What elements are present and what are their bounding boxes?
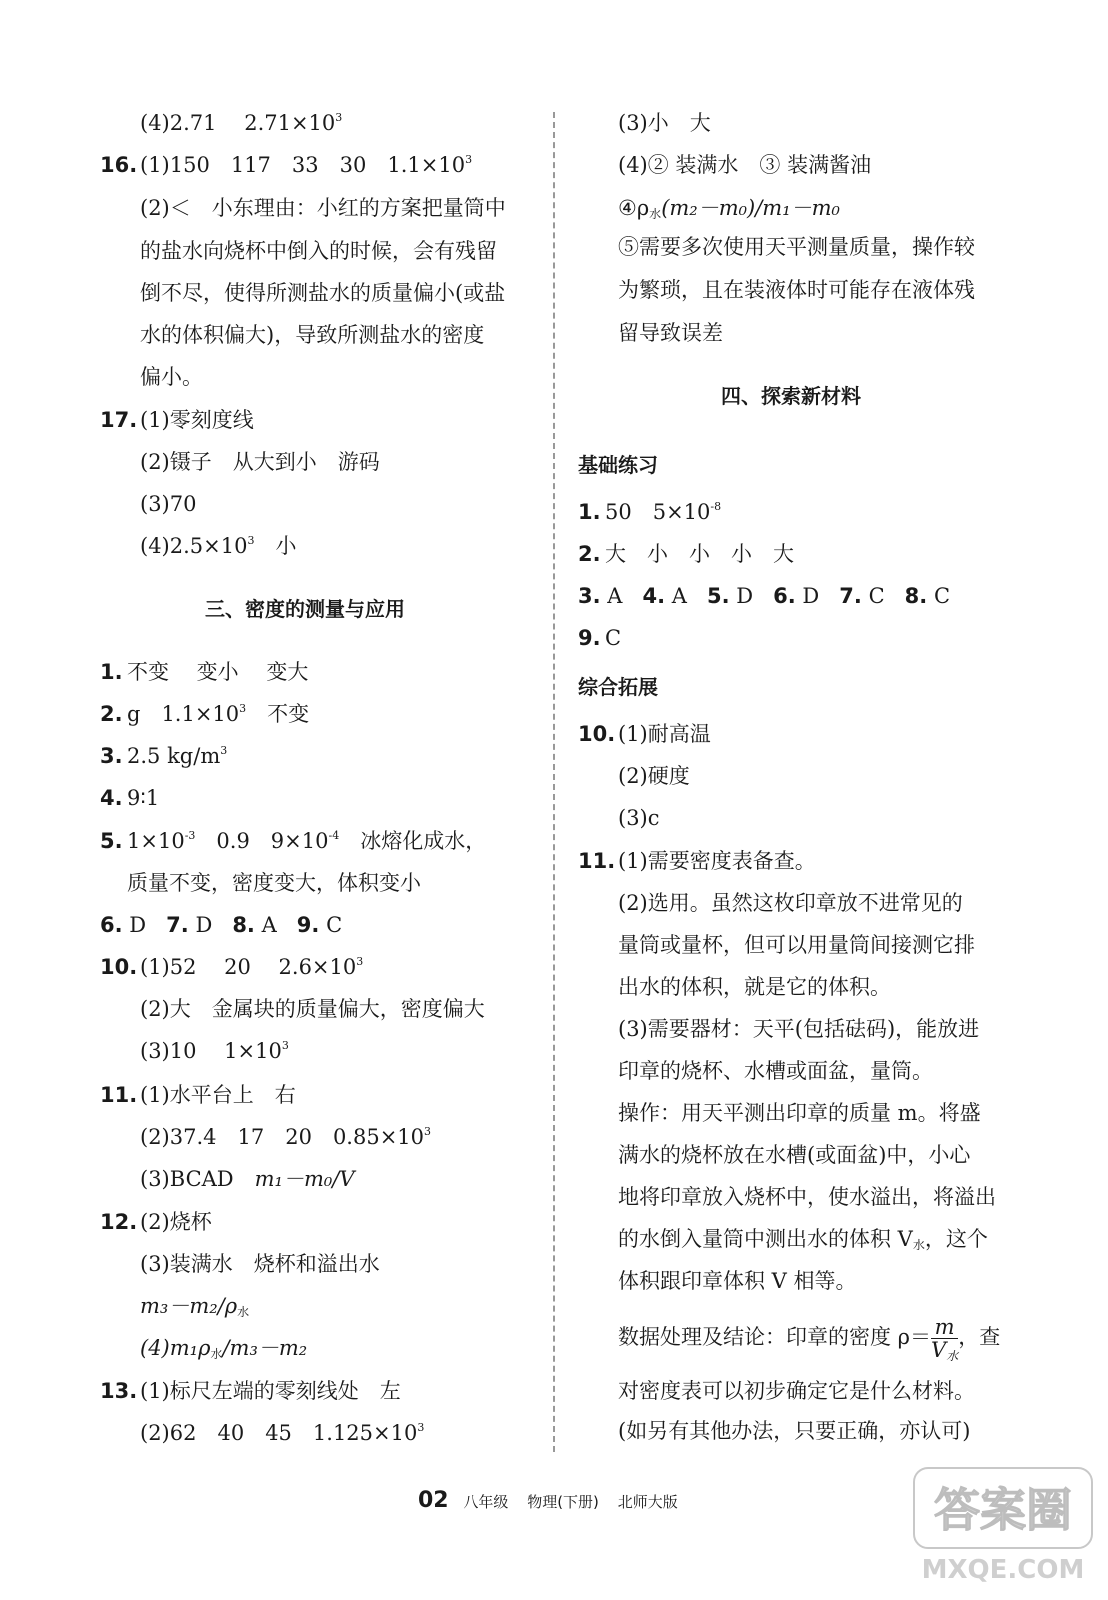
s3-q5: 5. $1\times 10^{-3}$ 0.9 $9\times 10^{-4}$ 冰熔化成水， xyxy=(100,829,487,853)
s4-q11-conclusion-line1: 数据处理及结论：印章的密度 ρ＝ $\frac{m}{V_水}$ ，查 xyxy=(618,1315,1001,1363)
s3-q12-part1: 12. (2)烧杯 xyxy=(100,1210,212,1234)
s4-q10-part2: (2)硬度 xyxy=(618,764,690,788)
extension-heading: 综合拓展 xyxy=(578,675,658,699)
s4-q11-conclusion-line3: (如另有其他办法，只要正确，亦认可) xyxy=(618,1419,971,1443)
prev-part3: (3)小 大 xyxy=(618,111,711,135)
s3-q10-part2: (2)大 金属块的质量偏大，密度偏大 xyxy=(140,997,485,1021)
s4-q11-operation-line2: 满水的烧杯放在水槽(或面盆)中，小心 xyxy=(618,1143,971,1167)
s4-q11-operation-line5: 体积跟印章体积 V 相等。 xyxy=(618,1269,857,1293)
watermark-url: MXQE.COM xyxy=(921,1555,1085,1585)
s3-q1: 1. 不变 变小 变大 xyxy=(100,660,309,684)
q16-part2-line2: 的盐水向烧杯中倒入的时候，会有残留 xyxy=(140,239,497,263)
s3-q13-part1: 13. (1)标尺左端的零刻线处 左 xyxy=(100,1379,401,1403)
s4-q10-part3: (3)c xyxy=(618,806,660,830)
footer-subject: 物理(下册) xyxy=(527,1493,599,1511)
s3-q5-line2: 质量不变，密度变大，体积变小 xyxy=(127,871,421,895)
q15-part4: (4)2.71 $2.71\times 10^3$ xyxy=(140,111,343,135)
q17-part3: (3)70 xyxy=(140,492,197,516)
density-fraction: $\frac{m}{V_水}$ xyxy=(931,1315,959,1363)
s3-q6-9: 6. D 7. D 8. A 9. C xyxy=(100,913,343,937)
s3-q3: 3. 2.5 $kg/m^3$ xyxy=(100,744,228,768)
prev-part5-line1: ⑤需要多次使用天平测量质量，操作较 xyxy=(618,235,975,259)
s3-q13-part2: (2)62 40 45 $1.125\times 10^3$ xyxy=(140,1421,425,1445)
q17-part4: $(4)2.5\times 10^3$ 小 xyxy=(140,534,297,558)
page-footer xyxy=(418,1488,692,1513)
s3-q11-part3: (3)BCAD m₁－m₀/V xyxy=(140,1167,355,1191)
s3-q12-part2: (3)装满水 烧杯和溢出水 xyxy=(140,1252,380,1276)
s3-q11-part2: (2)37.4 17 20 $0.85\times 10^3$ xyxy=(140,1125,432,1149)
s4-q11-operation-line1: 操作：用天平测出印章的质量 m。将盛 xyxy=(618,1101,981,1125)
s4-q11-part3-line1: (3)需要器材：天平(包括砝码)，能放进 xyxy=(618,1017,980,1041)
q16-part1: 16. (1)150 117 33 30 $1.1\times 10^3$ xyxy=(100,153,473,177)
s3-q10-part1: 10. (1)52 20 $2.6\times 10^3$ xyxy=(100,955,364,979)
section3-title: 三、密度的测量与应用 xyxy=(205,597,405,621)
s4-q11-conclusion-line2: 对密度表可以初步确定它是什么材料。 xyxy=(618,1379,975,1403)
q17-part1: 17. (1)零刻度线 xyxy=(100,408,254,432)
section4-title: 四、探索新材料 xyxy=(721,384,861,408)
s3-q12-part3: $(4)m_1\rho_水/m_3-m_2$ xyxy=(140,1336,308,1361)
watermark-logo xyxy=(908,1460,1098,1590)
column-divider xyxy=(553,112,555,1452)
s4-q2: 2. 大 小 小 小 大 xyxy=(578,542,794,566)
q17-part2: (2)镊子 从大到小 游码 xyxy=(140,450,380,474)
s4-q11-part2-line2: 量筒或量杯，但可以用量筒间接测它排 xyxy=(618,933,975,957)
s4-q11-operation-line3: 地将印章放入烧杯中，使水溢出，将溢出 xyxy=(618,1185,996,1209)
footer-grade: 八年级 xyxy=(463,1493,509,1511)
s4-q11-part2-line1: (2)选用。虽然这枚印章放不进常见的 xyxy=(618,891,963,915)
s4-q9: 9. C xyxy=(578,626,622,650)
q16-part2-line3: 倒不尽，使得所测盐水的质量偏小(或盐 xyxy=(140,281,506,305)
footer-edition: 北师大版 xyxy=(617,1493,678,1511)
prev-part4: (4)② 装满水 ③ 装满酱油 xyxy=(618,153,872,177)
prev-part5-line3: 留导致误差 xyxy=(618,321,723,345)
q16-part2-line4: 水的体积偏大)，导致所测盐水的密度 xyxy=(140,323,485,347)
page-number: 02 xyxy=(418,1488,449,1513)
s4-q3-8: 3. A 4. A 5. D 6. D 7. C 8. C xyxy=(578,584,951,608)
prev-part5-line2: 为繁琐，且在装液体时可能存在液体残 xyxy=(618,278,975,302)
s4-q1: 1. 50 $5\times 10^{-8}$ xyxy=(578,500,722,524)
q16-part2-line1: (2)＜ 小东理由：小红的方案把量筒中 xyxy=(140,196,506,220)
prev-part4-formula: $④\rho_水(m_2-m_0)/m_1-m_0$ xyxy=(618,196,840,221)
s3-q11-part1: 11. (1)水平台上 右 xyxy=(100,1083,296,1107)
s4-q10-part1: 10. (1)耐高温 xyxy=(578,722,711,746)
s3-q10-part3: (3)10 $1\times 10^3$ xyxy=(140,1039,289,1063)
s4-q11-part2-line3: 出水的体积，就是它的体积。 xyxy=(618,975,891,999)
s4-q11-operation-line4: 的水倒入量筒中测出水的体积 $V_水$，这个 xyxy=(618,1227,988,1252)
q16-part2-line5: 偏小。 xyxy=(140,365,203,389)
basic-practice-heading: 基础练习 xyxy=(578,453,658,477)
s3-q2: 2. g $1.1\times 10^3$ 不变 xyxy=(100,702,310,726)
s3-q12-part2-formula: $m_3-m_2/\rho_水$ xyxy=(140,1294,250,1319)
s4-q11-part1: 11. (1)需要密度表备查。 xyxy=(578,849,816,873)
watermark-text: 答案圈 xyxy=(934,1483,1072,1537)
s3-q4: 4. 9∶1 xyxy=(100,786,160,810)
s4-q11-part3-line2: 印章的烧杯、水槽或面盆，量筒。 xyxy=(618,1059,933,1083)
